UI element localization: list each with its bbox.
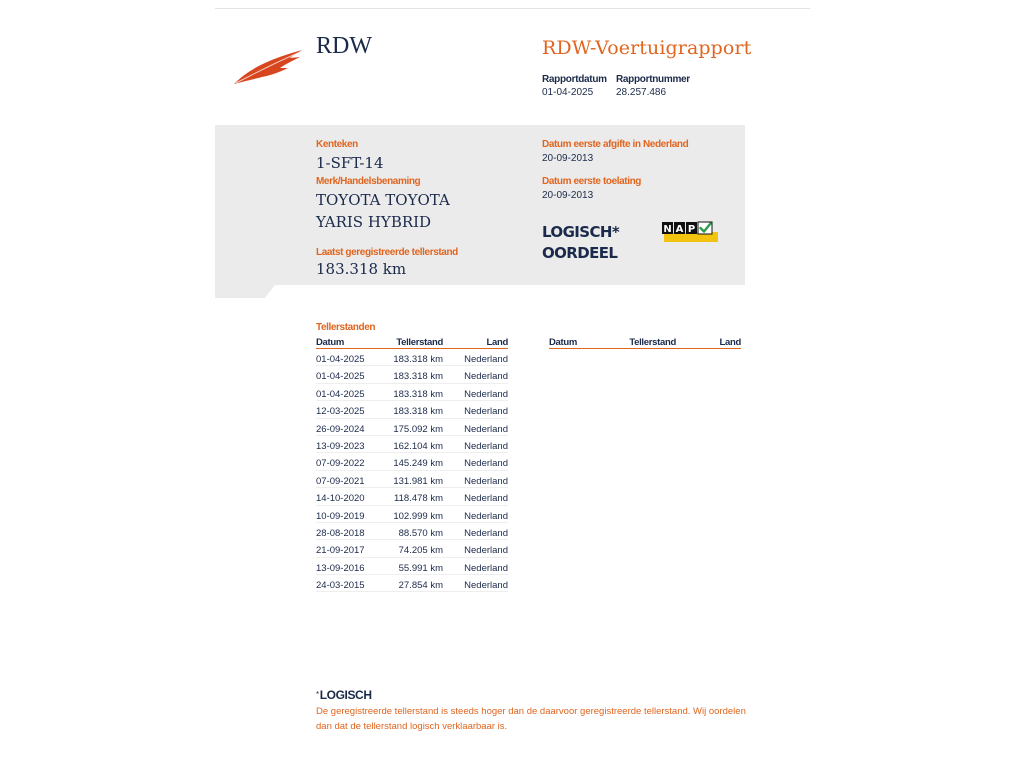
row-country: Nederland [464, 562, 508, 574]
report-date-label: Rapportdatum [542, 74, 607, 85]
table-row [316, 401, 508, 418]
row-date: 13-09-2016 [316, 562, 365, 574]
table-row [316, 575, 508, 592]
table-row [316, 419, 508, 436]
row-date: 10-09-2019 [316, 510, 365, 522]
table-row [316, 366, 508, 383]
report-number-label: Rapportnummer [616, 74, 690, 85]
top-divider [215, 8, 810, 9]
row-country: Nederland [464, 510, 508, 522]
svg-text:P: P [687, 224, 696, 235]
first-nl-date: 20-09-2013 [542, 153, 594, 164]
footnote-title-text: LOGISCH [319, 688, 372, 702]
readings-table-body [316, 349, 508, 592]
make-label: Merk/Handelsbenaming [316, 176, 421, 187]
verdict-line-1: LOGISCH* [542, 223, 620, 241]
row-odometer: 145.249 km [393, 458, 443, 470]
verdict [542, 222, 619, 264]
col-country-header: Land [486, 337, 508, 348]
table-row [316, 540, 508, 557]
row-date: 01-04-2025 [316, 354, 365, 365]
row-country: Nederland [464, 580, 508, 592]
row-date: 01-04-2025 [316, 388, 365, 400]
table-row [316, 558, 508, 575]
rdw-feather-logo [232, 46, 304, 88]
row-country: Nederland [464, 423, 508, 435]
row-odometer: 27.854 km [398, 580, 443, 592]
nap-check-badge [662, 221, 718, 243]
readings-table [316, 336, 508, 592]
row-country: Nederland [464, 545, 508, 557]
table-row [316, 506, 508, 523]
footnote-marker: * [316, 690, 319, 699]
make-line-1: TOYOTA TOYOTA [316, 191, 450, 209]
readings-table-header [316, 336, 508, 349]
row-date: 28-08-2018 [316, 527, 365, 539]
table-row [316, 488, 508, 505]
row-odometer: 183.318 km [393, 406, 443, 418]
odometer-value: 183.318 km [316, 260, 407, 278]
verdict-line-2: OORDEEL [542, 244, 618, 262]
col-odometer-header: Tellerstand [396, 337, 443, 348]
row-odometer: 183.318 km [393, 354, 443, 365]
table-row [316, 349, 508, 366]
readings-section-label: Tellerstanden [316, 322, 376, 333]
report-number-block [616, 74, 690, 98]
col-date-header-2: Datum [549, 337, 578, 348]
row-country: Nederland [464, 493, 508, 505]
table-row [316, 384, 508, 401]
row-country: Nederland [464, 458, 508, 470]
readings-table-continued [549, 336, 741, 349]
row-country: Nederland [464, 440, 508, 452]
row-date: 26-09-2024 [316, 423, 365, 435]
row-country: Nederland [464, 388, 508, 400]
row-odometer: 55.991 km [398, 562, 443, 574]
row-odometer: 74.205 km [398, 545, 443, 557]
footnote-title [316, 688, 372, 702]
row-country: Nederland [464, 527, 508, 539]
row-odometer: 118.478 km [394, 493, 443, 505]
report-number: 28.257.486 [616, 87, 667, 98]
make-line-2: YARIS HYBRID [316, 213, 432, 231]
odometer-label: Laatst geregistreerde tellerstand [316, 247, 458, 258]
row-odometer: 162.104 km [393, 440, 443, 452]
table-row [316, 523, 508, 540]
plate-label: Kenteken [316, 139, 358, 150]
readings-table-continued-header [549, 336, 741, 349]
first-nl-label: Datum eerste afgifte in Nederland [542, 139, 689, 150]
report-date: 01-04-2025 [542, 87, 594, 98]
table-row [316, 453, 508, 470]
col-odometer-header-2: Tellerstand [629, 337, 676, 348]
row-date: 07-09-2021 [316, 475, 365, 487]
footnote-text: De geregistreerde tellerstand is steeds hoger dan de daarvoor geregistreerde tellerstand. Wij oordelen dan dat de tellerstand logisch verklaarbaar is. [316, 706, 746, 732]
row-date: 01-04-2025 [316, 371, 365, 383]
row-date: 24-03-2015 [316, 580, 365, 592]
row-odometer: 102.999 km [393, 510, 443, 522]
brand-name: RDW [316, 33, 372, 59]
report-date-block [542, 74, 607, 98]
svg-text:N: N [663, 224, 672, 235]
row-country: Nederland [464, 354, 508, 365]
table-row [316, 471, 508, 488]
row-odometer: 131.981 km [393, 475, 443, 487]
row-country: Nederland [464, 475, 508, 487]
row-odometer: 88.570 km [398, 527, 443, 539]
first-admission-date: 20-09-2013 [542, 190, 594, 201]
report-title: RDW-Voertuigrapport [542, 37, 752, 59]
first-admission-label: Datum eerste toelating [542, 176, 642, 187]
row-country: Nederland [464, 371, 508, 383]
col-date-header: Datum [316, 337, 345, 348]
row-country: Nederland [464, 406, 508, 418]
plate-value: 1-SFT-14 [316, 154, 384, 172]
row-odometer: 183.318 km [393, 388, 443, 400]
row-date: 14-10-2020 [316, 493, 365, 505]
row-date: 21-09-2017 [316, 545, 365, 557]
row-date: 12-03-2025 [316, 406, 365, 418]
row-odometer: 175.092 km [393, 423, 443, 435]
table-row [316, 436, 508, 453]
row-date: 13-09-2023 [316, 440, 365, 452]
row-date: 07-09-2022 [316, 458, 365, 470]
svg-text:A: A [675, 224, 684, 235]
col-country-header-2: Land [719, 337, 741, 348]
vehicle-summary-panel [215, 125, 745, 298]
row-odometer: 183.318 km [393, 371, 443, 383]
